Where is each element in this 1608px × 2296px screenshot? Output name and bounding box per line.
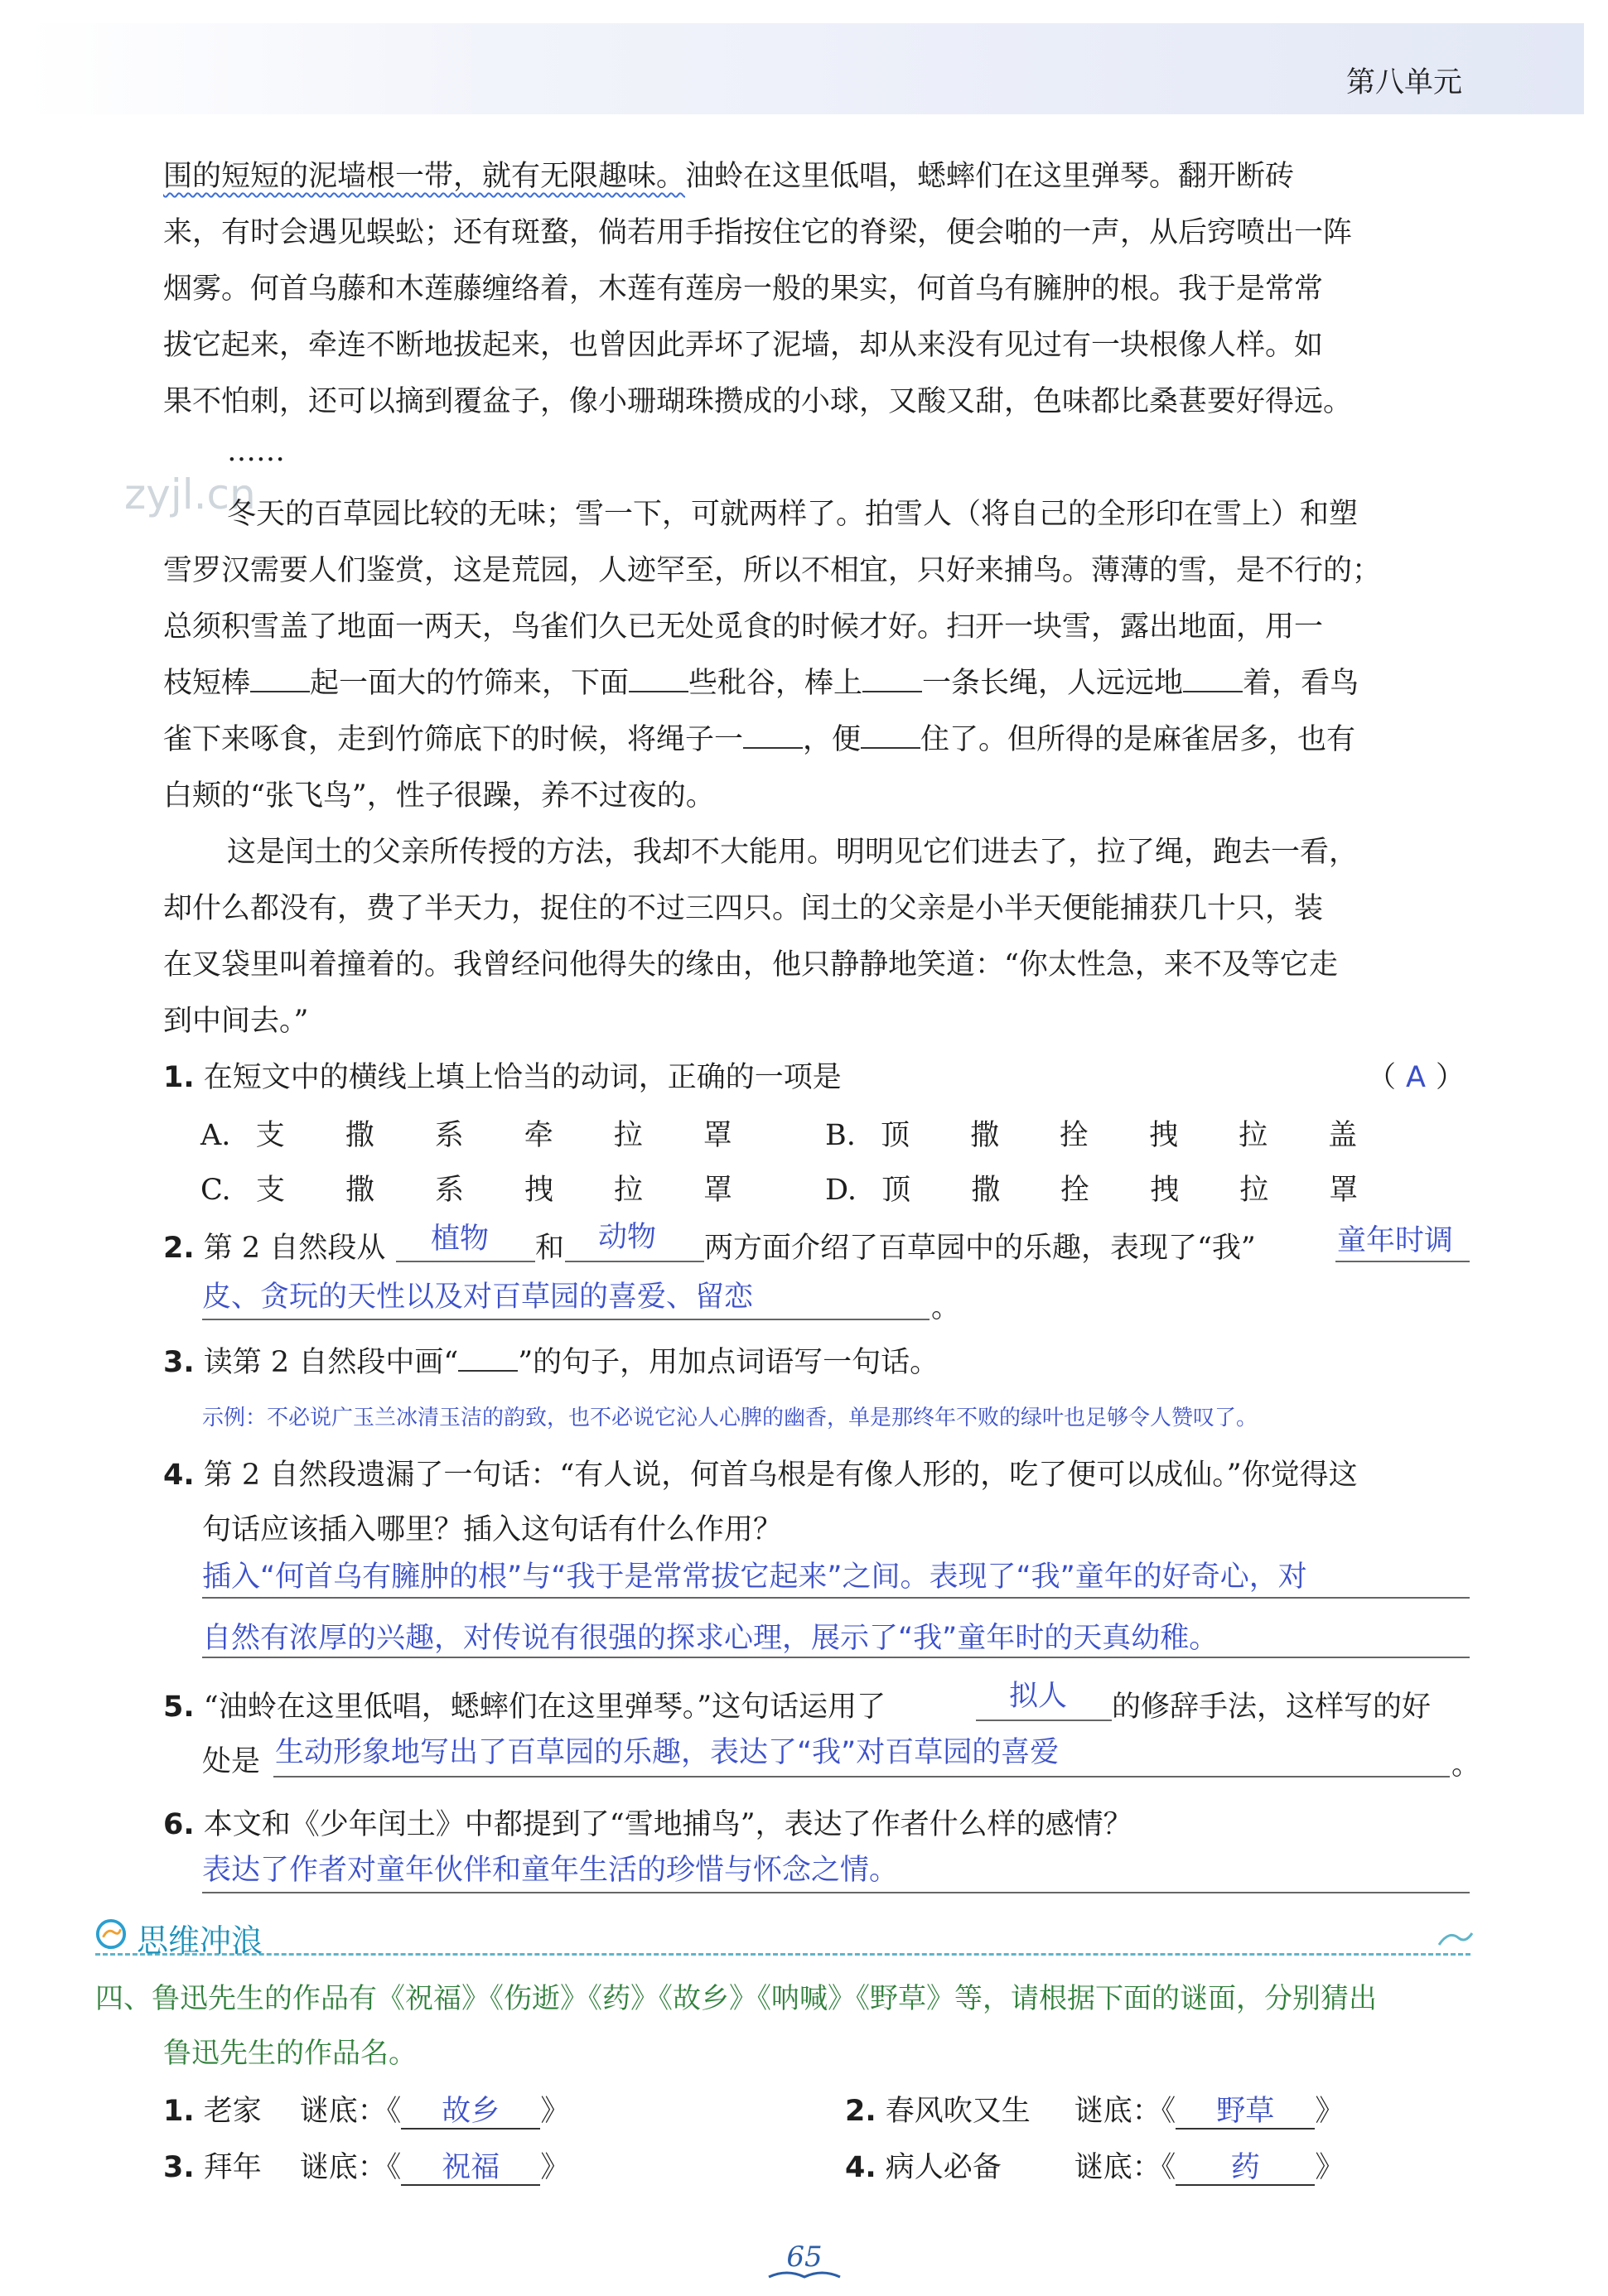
riddle-3: 3. 拜年 谜底：《 祝福 》 bbox=[163, 2151, 570, 2184]
wave-icon bbox=[95, 1918, 127, 1950]
question-2: 2. 第 2 自然段从 bbox=[163, 1232, 386, 1265]
riddle-4: 4. 病人必备 谜底：《 药 》 bbox=[845, 2151, 1345, 2184]
blank[interactable] bbox=[629, 691, 688, 692]
answer-text: A bbox=[1406, 1061, 1426, 1094]
question-text: 的修辞手法，这样写的好 bbox=[1112, 1691, 1432, 1724]
section-header bbox=[95, 1917, 1470, 1959]
blank[interactable] bbox=[861, 747, 920, 749]
answer-text: 植物 bbox=[431, 1223, 490, 1256]
riddle-answer[interactable]: 祝福 bbox=[401, 2151, 540, 2186]
option-a: A. 支 撒 系 牵 拉 罩 bbox=[200, 1119, 732, 1152]
riddle-answer[interactable]: 故乡 bbox=[401, 2095, 540, 2130]
blank[interactable] bbox=[250, 691, 310, 692]
passage-line: 总须积雪盖了地面一两天，鸟雀们久已无处觅食的时候才好。扫开一块雪，露出地面，用一 bbox=[163, 610, 1324, 644]
passage-line: 围的短短的泥墙根一带，就有无限趣味。油蛉在这里低唱，蟋蟀们在这里弹琴。翻开断砖 bbox=[163, 160, 1295, 193]
answer-text: 生动形象地写出了百草园的乐趣，表达了“我”对百草园的喜爱 bbox=[275, 1736, 1060, 1769]
question-1: 1. 在短文中的横线上填上恰当的动词，正确的一项是 bbox=[163, 1061, 842, 1094]
answer-text: 表达了作者对童年伙伴和童年生活的珍惜与怀念之情。 bbox=[202, 1854, 899, 1887]
option-c: C. 支 撒 系 拽 拉 罩 bbox=[200, 1174, 732, 1207]
option-d: D. 顶 撒 拴 拽 拉 罩 bbox=[825, 1174, 1359, 1207]
question-text: 。 bbox=[931, 1291, 961, 1324]
option-b: B. 顶 撒 拴 拽 拉 盖 bbox=[825, 1119, 1358, 1152]
riddle-2: 2. 春风吹又生 谜底：《 野草 》 bbox=[845, 2095, 1345, 2128]
passage-line: 来，有时会遇见蜈蚣；还有斑蝥，倘若用手指按住它的脊梁，便会啪的一声，从后窍喷出一阵 bbox=[163, 216, 1353, 249]
answer-paren: （ A ） bbox=[1367, 1061, 1465, 1094]
answer-text: 动物 bbox=[598, 1221, 657, 1254]
blank[interactable] bbox=[743, 747, 803, 749]
question-text: 两方面介绍了百草园中的乐趣，表现了“我” bbox=[704, 1232, 1256, 1265]
riddle-answer[interactable]: 药 bbox=[1176, 2151, 1315, 2186]
page-number: 65 bbox=[759, 2241, 850, 2280]
blank[interactable] bbox=[1183, 691, 1243, 692]
passage-line: 却什么都没有，费了半天力，捉住的不过三四只。闰土的父亲是小半天便能捕获几十只，装 bbox=[163, 892, 1324, 925]
passage-line: 这是闰土的父亲所传授的方法，我却不大能用。明明见它们进去了，拉了绳，跑去一看， bbox=[227, 836, 1359, 869]
question-5: 5. “油蛉在这里低唱，蟋蟀们在这里弹琴。”这句话运用了 bbox=[163, 1691, 886, 1724]
passage-line: 在叉袋里叫着撞着的。我曾经问他得失的缘由，他只静静地笑道：“你太性急，来不及等它走 bbox=[163, 948, 1338, 982]
question-text: 和 bbox=[535, 1232, 565, 1265]
answer-text: 自然有浓厚的兴趣，对传说有很强的探求心理，展示了“我”童年时的天真幼稚。 bbox=[202, 1622, 1219, 1655]
section-title: 思维冲浪 bbox=[137, 1922, 263, 1959]
passage-line: 雪罗汉需要人们鉴赏，这是荒园，人迹罕至，所以不相宜，只好来捕鸟。薄薄的雪，是不行的； bbox=[163, 554, 1382, 587]
passage-line: 白颊的“张飞鸟”，性子很躁，养不过夜的。 bbox=[163, 779, 715, 813]
question-6: 6. 本文和《少年闰土》中都提到了“雪地捕鸟”，表达了作者什么样的感情？ bbox=[163, 1808, 1132, 1841]
part4-prompt: 鲁迅先生的作品名。 bbox=[163, 2037, 417, 2070]
riddle-answer[interactable]: 野草 bbox=[1176, 2095, 1315, 2130]
passage-line: 冬天的百草园比较的无味；雪一下，可就两样了。拍雪人（将自己的全形印在雪上）和塑 bbox=[227, 498, 1359, 531]
underline-sample bbox=[458, 1370, 518, 1372]
answer-text: 拟人 bbox=[1009, 1680, 1068, 1713]
passage-line: 拔它起来，牵连不断地拔起来，也曾因此弄坏了泥墙，却从来没有见过有一块根像人样。如 bbox=[163, 329, 1324, 362]
question-text: 处是 bbox=[202, 1745, 261, 1778]
question-text: 。 bbox=[1451, 1749, 1481, 1782]
question-3: 3. 读第 2 自然段中画“ ”的句子，用加点词语写一句话。 bbox=[163, 1346, 939, 1379]
part4-prompt: 四、鲁迅先生的作品有《祝福》《伤逝》《药》《故乡》《呐喊》《野草》等，请根据下面的谜面，分别猜出 bbox=[95, 1982, 1377, 2015]
answer-text: 插入“何首乌有臃肿的根”与“我于是常常拔它起来”之间。表现了“我”童年的好奇心，对 bbox=[202, 1560, 1307, 1594]
riddle-1: 1. 老家 谜底：《 故乡 》 bbox=[163, 2095, 570, 2128]
decor-wave-icon bbox=[1437, 1927, 1474, 1950]
answer-text: 皮、贪玩的天性以及对百草园的喜爱、留恋 bbox=[202, 1281, 754, 1314]
blank[interactable] bbox=[862, 691, 922, 692]
passage-line: 到中间去。” bbox=[163, 1005, 309, 1038]
passage-line: 烟雾。何首乌藤和木莲藤缠络着，木莲有莲房一般的果实，何首乌有臃肿的根。我于是常常 bbox=[163, 273, 1324, 306]
question-4: 4. 第 2 自然段遗漏了一句话：“有人说，何首乌根是有像人形的，吃了便可以成仙。”你觉得这 bbox=[163, 1459, 1358, 1492]
unit-title: 第八单元 bbox=[1346, 66, 1463, 99]
question-text: 句话应该插入哪里？插入这句话有什么作用？ bbox=[202, 1513, 783, 1546]
passage-line-blanks: 枝短棒 起一面大的竹筛来，下面 些秕谷，棒上 一条长绳，人远远地 着，看鸟 bbox=[163, 667, 1359, 700]
watermark: zyjl.cn bbox=[124, 470, 256, 519]
passage-line-blanks: 雀下来啄食，走到竹筛底下的时候，将绳子一 ，便 住了。但所得的是麻雀居多，也有 bbox=[163, 723, 1356, 756]
ellipsis: …… bbox=[227, 435, 285, 468]
answer-text: 示例：不必说广玉兰冰清玉洁的韵致，也不必说它沁人心脾的幽香，单是那终年不败的绿叶也足够令人赞叹了。 bbox=[202, 1406, 1258, 1430]
passage-line: 果不怕刺，还可以摘到覆盆子，像小珊瑚珠攒成的小球，又酸又甜，色味都比桑葚要好得远。 bbox=[163, 385, 1353, 418]
answer-text: 童年时调 bbox=[1337, 1224, 1454, 1257]
